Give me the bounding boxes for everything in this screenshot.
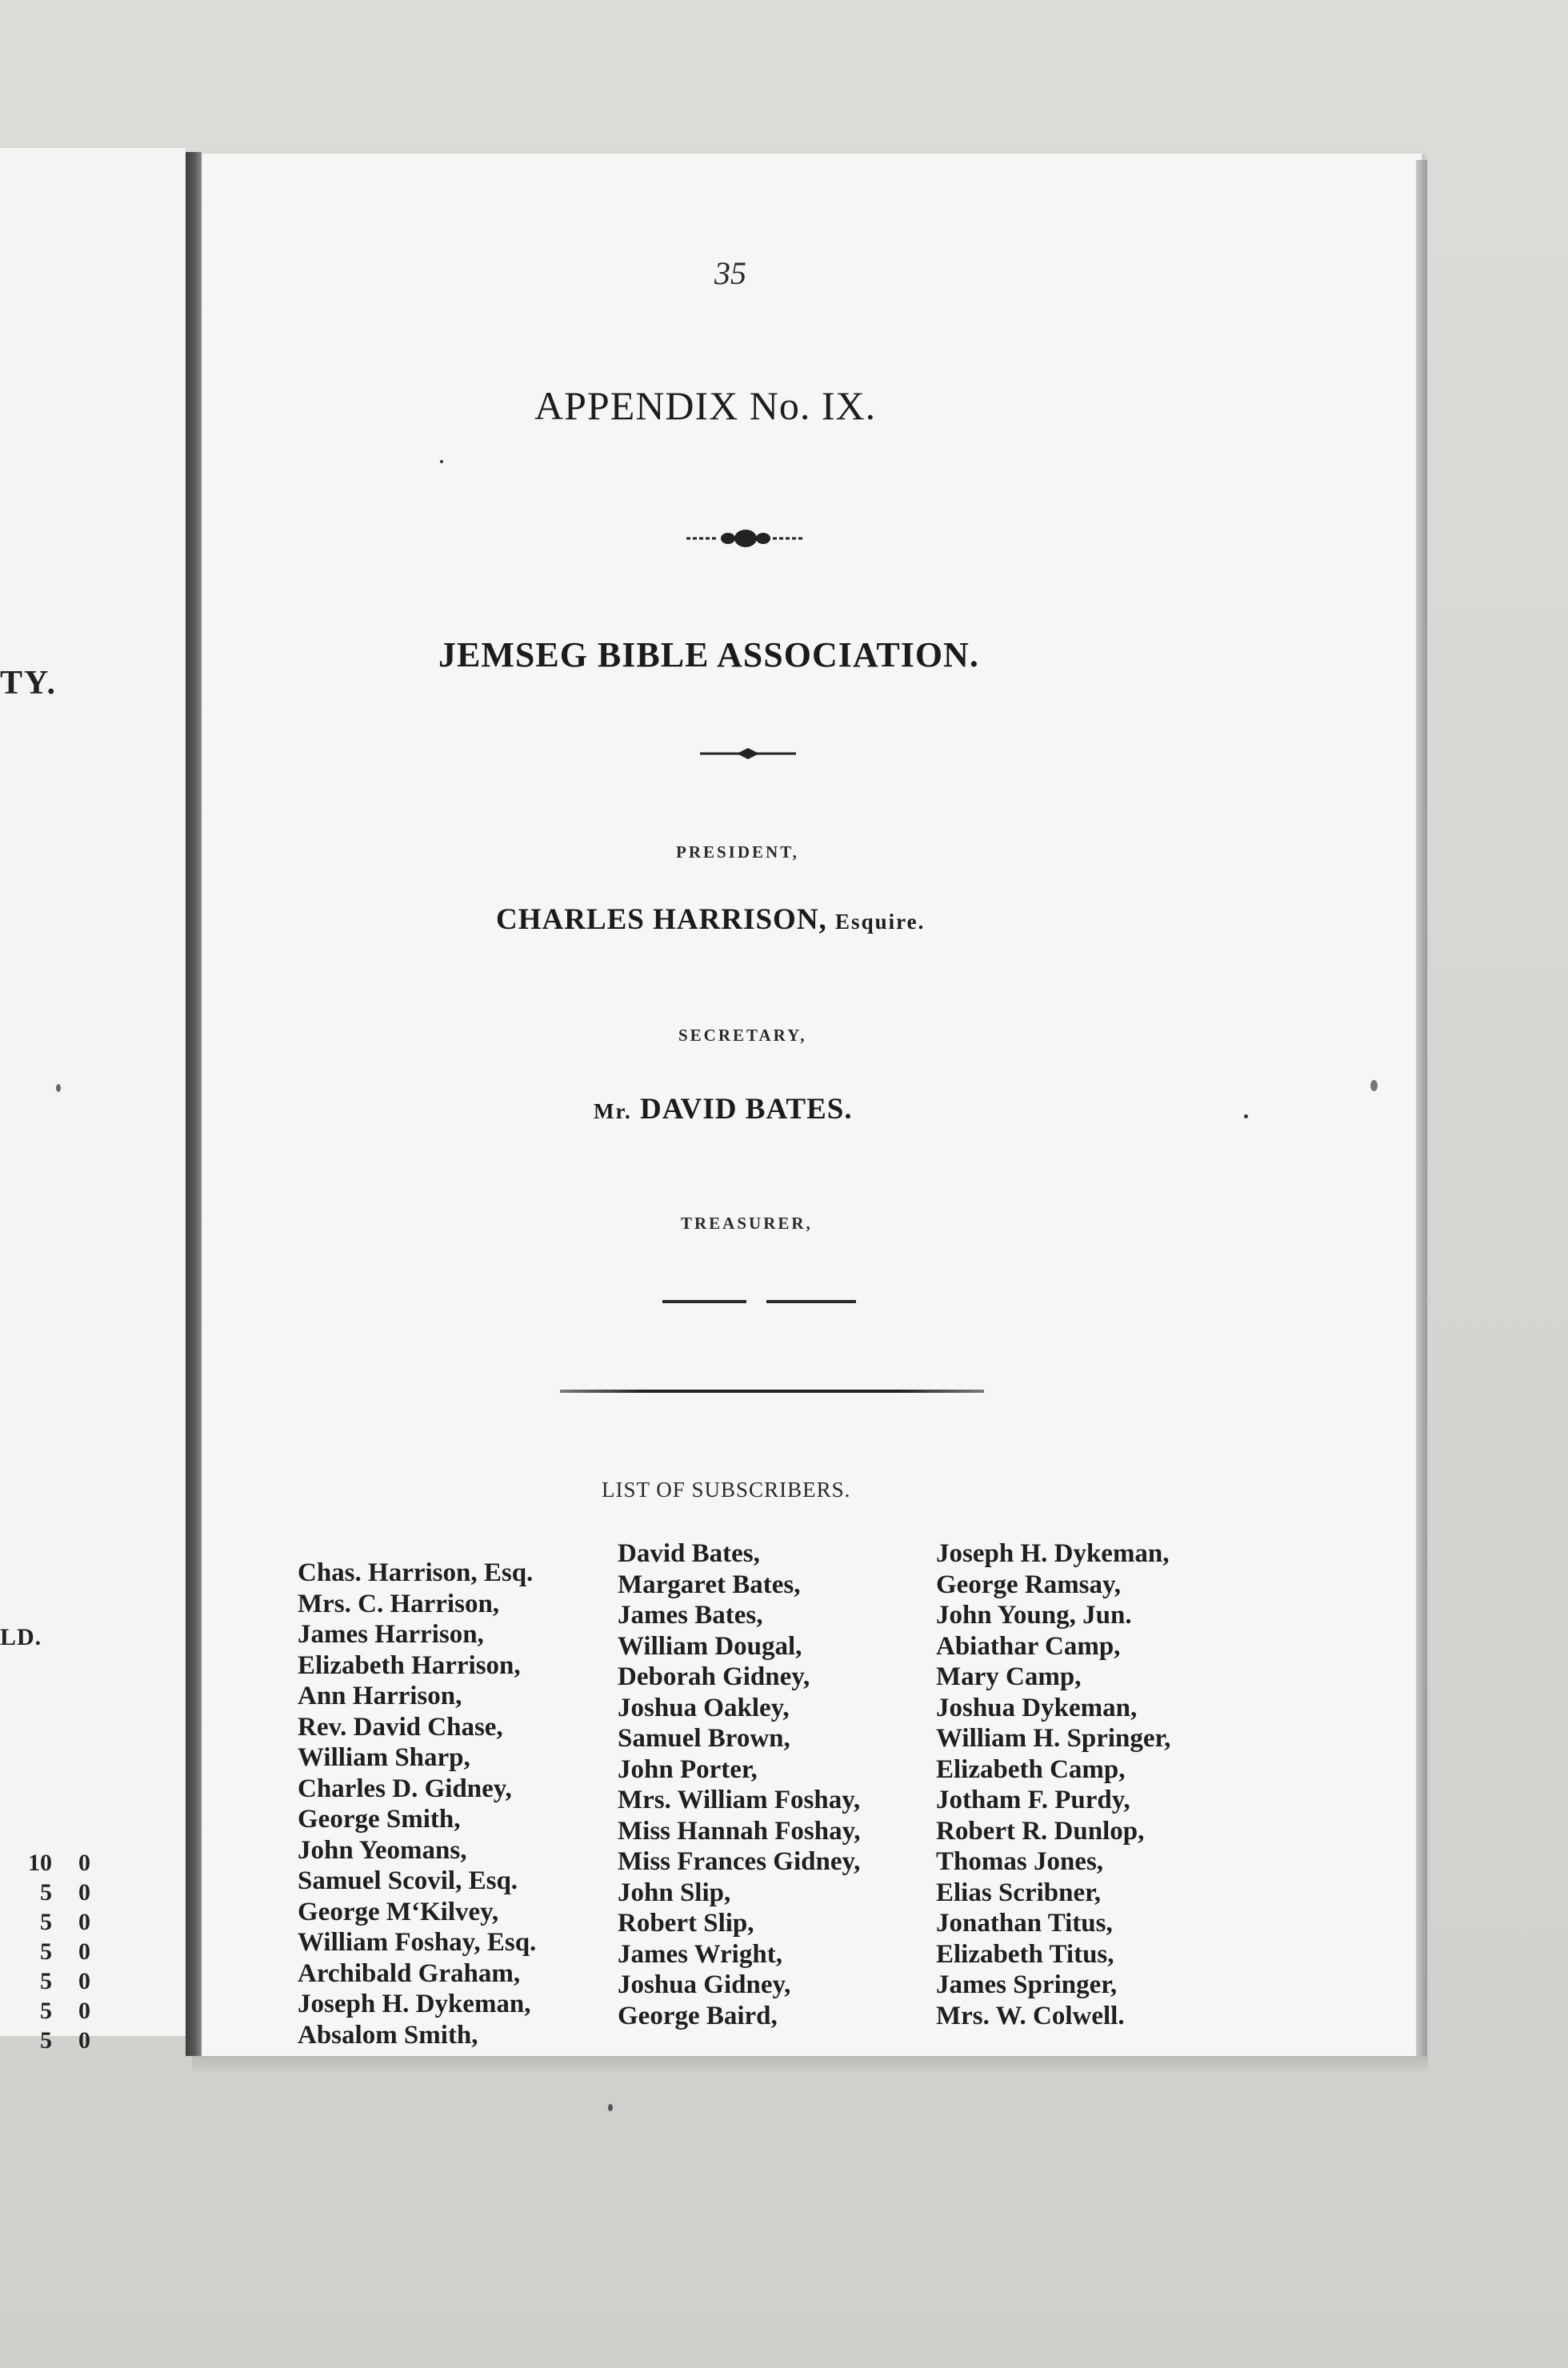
left-page-amounts bbox=[14, 1848, 90, 2055]
subscriber-name: David Bates, bbox=[618, 1539, 760, 1568]
subscriber-name: Margaret Bates, bbox=[618, 1570, 801, 1599]
subscriber-name: Deborah Gidney, bbox=[618, 1662, 810, 1691]
subscriber-name: Joshua Gidney, bbox=[618, 1970, 791, 1999]
subscriber-name: Robert R. Dunlop, bbox=[936, 1816, 1145, 1846]
subscribers-column-1 bbox=[298, 1558, 536, 2050]
page-number: 35 bbox=[714, 255, 746, 291]
amount-pence: 0 bbox=[78, 1850, 90, 1876]
subscriber-name: John Yeomans, bbox=[298, 1835, 467, 1865]
amount-row bbox=[14, 1996, 90, 2026]
subscriber-name: George M‘Kilvey, bbox=[298, 1897, 499, 1926]
secretary-name-text: DAVID BATES. bbox=[640, 1093, 853, 1126]
subscriber-name: Jonathan Titus, bbox=[936, 1909, 1113, 1938]
amount-shillings: 5 bbox=[40, 1879, 52, 1906]
subscriber-name: James Harrison, bbox=[298, 1620, 484, 1649]
amount-shillings: 10 bbox=[28, 1850, 52, 1876]
amount-shillings: 5 bbox=[40, 1938, 52, 1965]
page-bottom-edge bbox=[192, 2056, 1428, 2074]
amount-pence: 0 bbox=[78, 1909, 90, 1935]
amount-row bbox=[14, 1848, 90, 1878]
subscriber-name: James Bates, bbox=[618, 1601, 763, 1630]
president-suffix: Esquire. bbox=[835, 910, 926, 934]
president-name-text: CHARLES HARRISON, bbox=[496, 903, 827, 936]
amount-row bbox=[14, 1937, 90, 1966]
subscriber-name: William Sharp, bbox=[298, 1743, 470, 1772]
scan-speck bbox=[1370, 1080, 1378, 1091]
subscriber-name: Charles D. Gidney, bbox=[298, 1774, 512, 1803]
secretary-label: SECRETARY, bbox=[678, 1026, 807, 1045]
subscriber-name: Jotham F. Purdy, bbox=[936, 1786, 1130, 1814]
subscriber-name: Miss Hannah Foshay, bbox=[618, 1816, 861, 1846]
appendix-title: APPENDIX No. IX. bbox=[534, 383, 877, 428]
subscriber-name: Elizabeth Titus, bbox=[936, 1939, 1114, 1969]
amount-row bbox=[14, 1878, 90, 1907]
president-label: PRESIDENT, bbox=[676, 842, 799, 862]
subscriber-name: Absalom Smith, bbox=[298, 2020, 478, 2050]
amount-shillings: 5 bbox=[40, 1909, 52, 1935]
amount-shillings: 5 bbox=[40, 2027, 52, 2054]
scan-speck bbox=[56, 1084, 61, 1092]
subscriber-name: James Springer, bbox=[936, 1970, 1118, 1999]
subscriber-name: John Young, Jun. bbox=[936, 1601, 1132, 1630]
amount-pence: 0 bbox=[78, 2027, 90, 2054]
treasurer-blank-dash bbox=[662, 1300, 746, 1303]
amount-row bbox=[14, 1966, 90, 1996]
association-title: JEMSEG BIBLE ASSOCIATION. bbox=[438, 635, 979, 674]
subscriber-name: Joshua Dykeman, bbox=[936, 1693, 1138, 1722]
subscriber-name: William H. Springer, bbox=[936, 1724, 1171, 1753]
subscriber-name: Ann Harrison, bbox=[298, 1682, 462, 1710]
subscriber-name: Samuel Scovil, Esq. bbox=[298, 1866, 518, 1895]
subscriber-name: Miss Frances Gidney, bbox=[618, 1847, 861, 1876]
subscribers-column-2 bbox=[618, 1538, 861, 2031]
ornament-rule bbox=[700, 744, 796, 763]
amount-shillings: 5 bbox=[40, 1968, 52, 1994]
scan-speck bbox=[440, 460, 443, 463]
book-spine bbox=[186, 152, 202, 2056]
subscriber-name: Chas. Harrison, Esq. bbox=[298, 1558, 534, 1587]
ornament-divider bbox=[686, 526, 805, 550]
amount-shillings: 5 bbox=[40, 1998, 52, 2024]
secretary-name bbox=[594, 1092, 853, 1126]
subscriber-name: George Smith, bbox=[298, 1805, 461, 1834]
amount-row bbox=[14, 1907, 90, 1937]
left-page-heading-fragment: TY. bbox=[0, 665, 57, 702]
subscriber-name: Samuel Brown, bbox=[618, 1724, 790, 1753]
left-page-edge bbox=[0, 148, 186, 2036]
amount-pence: 0 bbox=[78, 1938, 90, 1965]
subscriber-name: William Dougal, bbox=[618, 1631, 802, 1661]
subscribers-column-3 bbox=[936, 1538, 1170, 2031]
amount-pence: 0 bbox=[78, 1968, 90, 1994]
subscriber-name: George Ramsay, bbox=[936, 1570, 1121, 1599]
subscriber-name: Thomas Jones, bbox=[936, 1847, 1104, 1876]
left-page-heading-fragment-2: LD. bbox=[0, 1624, 42, 1650]
secretary-prefix: Mr. bbox=[594, 1099, 632, 1123]
subscriber-name: Robert Slip, bbox=[618, 1909, 754, 1938]
subscriber-name: Abiathar Camp, bbox=[936, 1631, 1121, 1661]
subscribers-title: LIST OF SUBSCRIBERS. bbox=[602, 1478, 851, 1502]
amount-pence: 0 bbox=[78, 1998, 90, 2024]
scan-speck bbox=[608, 2104, 613, 2111]
amount-row bbox=[14, 2026, 90, 2055]
subscriber-name: James Wright, bbox=[618, 1939, 782, 1969]
amount-pence: 0 bbox=[78, 1879, 90, 1906]
subscriber-name: Joseph H. Dykeman, bbox=[298, 1990, 531, 2018]
subscriber-name: John Porter, bbox=[618, 1754, 758, 1784]
subscriber-name: William Foshay, Esq. bbox=[298, 1928, 537, 1957]
subscriber-name: Elias Scribner, bbox=[936, 1878, 1101, 1907]
subscriber-name: Mrs. C. Harrison, bbox=[298, 1589, 500, 1618]
section-rule bbox=[560, 1390, 984, 1393]
subscriber-name: Mrs. W. Colwell. bbox=[936, 2001, 1125, 2030]
subscriber-name: Joseph H. Dykeman, bbox=[936, 1539, 1170, 1568]
subscriber-name: Elizabeth Harrison, bbox=[298, 1650, 521, 1680]
subscriber-name: Elizabeth Camp, bbox=[936, 1754, 1126, 1784]
subscriber-name: George Baird, bbox=[618, 2001, 778, 2030]
subscriber-name: Mary Camp, bbox=[936, 1662, 1082, 1691]
subscriber-name: John Slip, bbox=[618, 1878, 731, 1907]
scan-speck bbox=[1244, 1114, 1248, 1118]
subscriber-name: Archibald Graham, bbox=[298, 1958, 521, 1988]
president-name bbox=[496, 902, 925, 937]
subscriber-name: Joshua Oakley, bbox=[618, 1693, 790, 1722]
page-right-edge bbox=[1416, 160, 1427, 2058]
treasurer-label: TREASURER, bbox=[681, 1214, 813, 1233]
subscriber-name: Rev. David Chase, bbox=[298, 1712, 503, 1742]
treasurer-blank-dash bbox=[766, 1300, 856, 1303]
subscriber-name: Mrs. William Foshay, bbox=[618, 1786, 861, 1814]
